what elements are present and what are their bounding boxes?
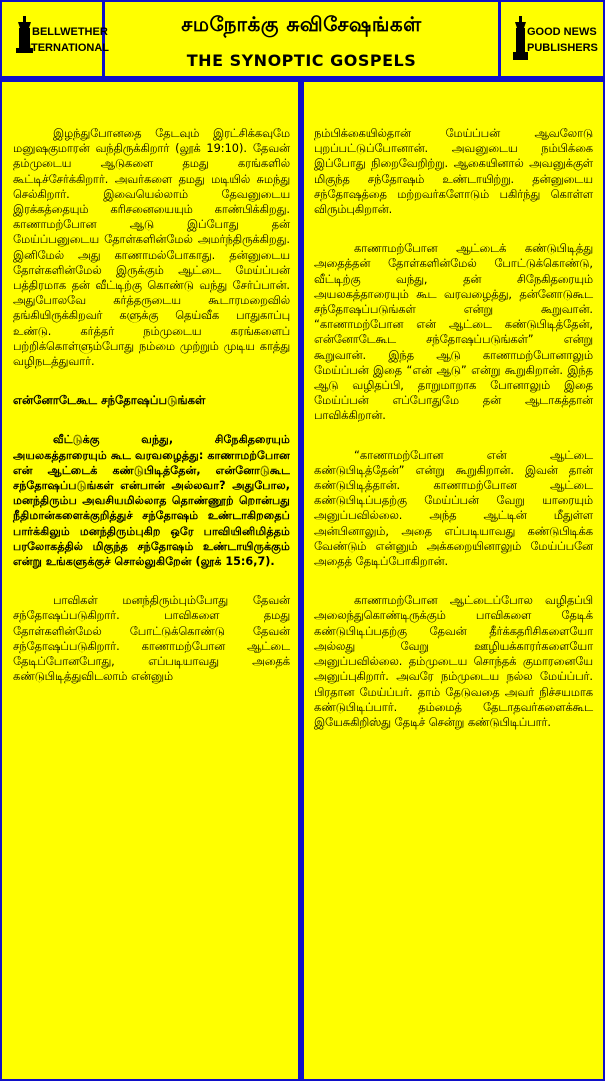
- good-news-logo: [498, 2, 605, 76]
- left-column: [13, 126, 290, 709]
- left-paragraph-1: இழந்துபோனதை தேடவும் இரட்சிக்கவுமே மனுஷகுமாரன் வந்திருக்கிறார் (லூக் 19:10). தேவன் தம்முடைய ஆடுகளை தமது கரங்களில் கூட்டிச்சேர்க்கிறார். அவர்களை தமது மடியில் சுமந்து செல்கிறார். இவையெல்லாம் தேவனுடைய இரக்கத்தையும் கரிசனையையும் காண்பிக்கிறது. காணாமற்போன ஆடு இப்போது தன் மேய்ப்பனுடைய தோள்களின்மேல் அமர்ந்திருக்கிறது. இனிமேல் அது காணாமல்போகாது. தன்னுடைய தோள்களின்மேல் இருக்கும் ஆட்டை மேய்ப்பன் பத்திரமாக தன் வீட்டிற்கு கொண்டு வந்து சேர்ப்பான். அதுபோலவே கர்த்தருடைய கூடாரமறைவில் தங்கியிருக்கிறவர் களுக்கு தெய்வீக பாதுகாப்பு உண்டு. கர்த்தர் நம்முடைய கரங்களைப் பற்றிக்கொள்ளும்போது நம்மை முற்றும் முடிய காத்து வழிநடத்துவார்.: [13, 127, 290, 369]
- scripture-quote: வீட்டுக்கு வந்து, சிநேகிதரையும் அயலகத்தாரையும் கூட வரவழைத்து: காணாமற்போன என் ஆட்டைக் கண்டுபிடித்தேன், என்னோடுகூட சந்தோஷப்படுங்கள் என்பான் அல்லவா? அதுபோல, மனந்திரும்ப அவசியமில்லாத தொண்ணூற் றொன்பது நீதிமான்களைக்குறித்துச் சந்தோஷம் உண்டாகிறதைப் பார்க்கிலும் மனந்திரும்புகிற ஒரே பாவியினிமித்தம் பரலோகத்தில் மிகுந்த சந்தோஷம் உண்டாயிருக்கும் என்று உங்களுக்குச் சொல்லுகிறேன் (லூக் 15:6,7).: [13, 433, 290, 569]
- right-paragraph-2: காணாமற்போன ஆட்டைக் கண்டுபிடித்து அதைத்தன் தோள்களின்மேல் போட்டுக்கொண்டு, வீட்டிற்கு வந்து, தன் சிநேகிதரையும் அயலகத்தாரையும் கூட வரவழைத்து, தன்னோடுகூட சந்தோஷப்படுங்கள் என்று கூறுவான். “காணாமற்போன என் ஆட்டை கண்டுபிடித்தேன், என்னோடேகூட சந்தோஷப்படுங்கள்” என்று கூறுவான். இந்த ஆடு காணாமற்போனாலும் மேய்ப்பன் இதை “என் ஆடு” என்று கூறுகிறான். இந்த ஆடு வழிதப்பி, தாறுமாறாக போனாலும் இதை மேய்ப்பன் எப்போதுமே தன் ஆடாகத்தான் பாவிக்கிறான்.: [314, 242, 593, 423]
- title-block: [105, 2, 498, 76]
- right-paragraph-1: நம்பிக்கையில்தான் மேய்ப்பன் ஆவலோடு புறப்பட்டுப்போனான். அவனுடைய நம்பிக்கை இப்போது நிறைவேறிற்று. ஆகையினால் அவனுக்குள் மிகுந்த சந்தோஷம் உண்டாயிற்று. தன்னுடைய சந்தோஷத்தை மற்றவர்களோடும் பகிர்ந்து கொள்ள விரும்புகிறான்.: [314, 127, 593, 217]
- right-paragraph-3: “காணாமற்போன என் ஆட்டை கண்டுபிடித்தேன்” என்று கூறுகிறான். இவன் தான் கண்டுபிடித்தான். காணாமற்போன ஆட்டை கண்டுபிடிப்பதற்கு மேய்ப்பன் வேறு யாரையும் அனுப்பவில்லை. அந்த ஆட்டின் மீதுள்ள அன்பினாலும், அதை எப்படியாவது கண்டுபிடிக்க வேண்டும் என்னும் அக்கறையினாலும் மேய்ப்பனே அதைத் தேடிப்போகிறான்.: [314, 448, 593, 569]
- left-paragraph-3: பாவிகள் மனந்திரும்பும்போது தேவன் சந்தோஷப்படுகிறார். பாவிகளை தமது தோள்களின்மேல் போட்டுக்கொண்டு தேவன் சந்தோஷப்படுகிறார். காணாமற்போன ஆட்டை தேடிப்போனபோது, எப்படியாவது அதைக் கண்டுபிடித்துவிடலாம் என்னும்: [13, 594, 290, 684]
- tower-icon: [509, 14, 533, 64]
- section-heading: என்னோடேகூட சந்தோஷப்படுங்கள்: [13, 393, 206, 408]
- logo-right-line1: GOOD NEWS: [527, 26, 597, 38]
- right-column: [314, 126, 593, 754]
- logo-left-line2: INTERNATIONAL: [20, 42, 110, 54]
- header: [2, 2, 603, 76]
- logo-left-line1: BELLWETHER: [32, 26, 108, 38]
- bellwether-logo: [2, 2, 110, 76]
- column-divider: [298, 82, 304, 1079]
- right-paragraph-4: காணாமற்போன ஆட்டைப்போல வழிதப்பி அலைந்துகொண்டிருக்கும் பாவிகளை தேடிக் கண்டுபிடிப்பதற்கு தேவன் தீர்க்கதரிசிகளையோ அல்லது வேறு ஊழியக்காரர்களையோ அனுப்பவில்லை. தம்முடைய சொந்தக் குமாரனையே அனுப்புகிறார். அவரே நம்முடைய நல்ல மேய்ப்பர். பிரதான மேய்ப்பர். தாம் தேடுவதை அவர் நிச்சயமாக கண்டுபிடிப்பார். தம்மைத் தேடாதவர்களைக்கூட இயேசுகிறிஸ்து தேடிச் சென்று கண்டுபிடிப்பார்.: [314, 594, 593, 729]
- logo-right-line2: PUBLISHERS: [527, 42, 598, 54]
- page-title-english: THE SYNOPTIC GOSPELS: [186, 51, 417, 70]
- page-title-tamil: சமநோக்கு சுவிசேஷங்கள்: [181, 12, 422, 36]
